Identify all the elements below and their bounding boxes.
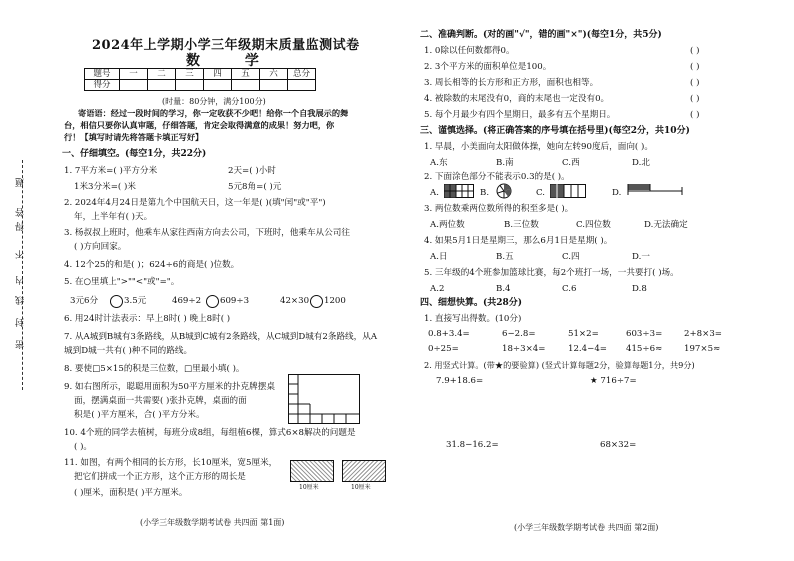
margin-label: 得 bbox=[16, 222, 26, 231]
section-heading: 四、细想快算。(共28分) bbox=[420, 298, 523, 308]
section-heading: 一、仔细填空。(每空1分，共22分) bbox=[62, 149, 207, 159]
subject-title: 数 学 bbox=[186, 53, 279, 69]
question-text: 把它们拼成一个正方形，这个正方形的周长是 bbox=[74, 472, 246, 482]
question-text: 积是( )平方厘米，合( )平方分米。 bbox=[74, 410, 205, 420]
question-text: 城到D城一共有( )种不同的路线。 bbox=[64, 346, 193, 356]
score-header-cell: 三 bbox=[176, 69, 204, 80]
margin-label: 密 bbox=[16, 340, 26, 349]
question-text: 1. 7平方米=( )平方分米 bbox=[64, 166, 158, 176]
choice-question: 1. 早晨，小美面向太阳做体操，她向左转90度后，面向( )。 bbox=[424, 142, 653, 152]
page-title: 2024年上学期小学三年级期末质量监测试卷 bbox=[92, 38, 360, 53]
score-header-cell: 二 bbox=[148, 69, 176, 80]
binding-line bbox=[22, 160, 23, 390]
compare-left: 3元6分 bbox=[70, 296, 99, 306]
score-header-cell: 四 bbox=[204, 69, 232, 80]
score-cell[interactable] bbox=[120, 80, 148, 91]
score-cell[interactable] bbox=[260, 80, 288, 91]
question-text: 5元8角=( )元 bbox=[228, 182, 282, 192]
compare-circle[interactable] bbox=[206, 295, 219, 308]
calc-instruction: 1. 直接写出得数。(10分) bbox=[424, 314, 522, 324]
judge-answer[interactable]: ( ) bbox=[690, 46, 700, 56]
choice-option: A.两位数 bbox=[430, 220, 465, 230]
choice-option: D. bbox=[612, 188, 622, 198]
margin-label: 封 bbox=[16, 318, 26, 327]
bar-fraction-figure bbox=[550, 184, 586, 198]
mental-math-item: 51×2= bbox=[568, 329, 599, 339]
score-cell[interactable] bbox=[204, 80, 232, 91]
choice-option: B.南 bbox=[496, 158, 514, 168]
rectangle-label: 10厘米 bbox=[351, 484, 371, 491]
choice-question: 2. 下面涂色部分不能表示0.3的是( )。 bbox=[424, 172, 570, 182]
choice-option: A.东 bbox=[430, 158, 448, 168]
card-table-figure bbox=[288, 374, 360, 424]
rectangle-figure bbox=[290, 460, 334, 482]
question-text: 2天=( )小时 bbox=[228, 166, 276, 176]
choice-option: C.四 bbox=[562, 252, 580, 262]
vertical-calc-item: 68×32= bbox=[600, 440, 637, 450]
section-heading: 三、谨慎选择。(将正确答案的序号填在括号里)(每空2分，共10分) bbox=[420, 126, 690, 136]
choice-option: A. bbox=[430, 188, 439, 198]
compare-right: 1200 bbox=[324, 296, 346, 306]
question-text: 1米3分米=( )米 bbox=[74, 182, 136, 192]
judge-item: 3. 周长相等的长方形和正方形，面积也相等。 bbox=[424, 78, 599, 88]
mental-math-item: 603÷3= bbox=[626, 329, 663, 339]
vertical-calc-item: ★ 716÷7= bbox=[590, 376, 637, 386]
question-text: ( )。 bbox=[74, 442, 93, 452]
margin-label: 答 bbox=[16, 208, 26, 217]
question-text: ( )厘米，面积是( )平方厘米。 bbox=[74, 488, 188, 498]
choice-option: D.一 bbox=[632, 252, 650, 262]
choice-option: B.4 bbox=[496, 284, 511, 294]
score-header-cell: 五 bbox=[232, 69, 260, 80]
choice-option: D.无法确定 bbox=[644, 220, 688, 230]
grid-fraction-figure bbox=[444, 184, 474, 198]
question-text: 10. 4个班的同学去植树，每班分成8组，每组植6棵，算式6×8解决的问题是 bbox=[64, 428, 356, 438]
judge-item: 2. 3个平方米的面积单位是100。 bbox=[424, 62, 552, 72]
time-note: (时量：80分钟，满分100分) bbox=[162, 97, 266, 106]
choice-option: B. bbox=[480, 188, 490, 198]
mental-math-item: 18÷3×4= bbox=[502, 344, 546, 354]
question-text: 2. 2024年4月24日是第九个中国航天日，这一年是( )(填"闰"或"平") bbox=[64, 198, 326, 208]
choice-option: B.三位数 bbox=[504, 220, 539, 230]
compare-circle[interactable] bbox=[110, 295, 123, 308]
question-text: 6. 用24时计法表示：早上8时( ) 晚上8时( ) bbox=[64, 314, 231, 324]
score-header-cell: 一 bbox=[120, 69, 148, 80]
score-header-cell: 总分 bbox=[288, 69, 316, 80]
score-header-cell: 六 bbox=[260, 69, 288, 80]
choice-option: D.北 bbox=[632, 158, 650, 168]
score-row-label: 得分 bbox=[85, 80, 120, 91]
question-text: 5. 在○里填上">""<"或"="。 bbox=[64, 277, 180, 287]
judge-answer[interactable]: ( ) bbox=[690, 110, 700, 120]
question-text: 面，摆满桌面一共需要( )张扑克牌，桌面的面 bbox=[74, 396, 247, 406]
mental-math-item: 6−2.8= bbox=[502, 329, 536, 339]
score-cell[interactable] bbox=[288, 80, 316, 91]
mental-math-item: 415÷6≈ bbox=[626, 344, 663, 354]
mental-math-item: 0÷25= bbox=[428, 344, 459, 354]
circle-fraction-figure bbox=[496, 183, 512, 199]
choice-option: C. bbox=[536, 188, 546, 198]
message-line: 台，相信只要你认真审题，仔细答题，肯定会取得满意的成果！努力吧，你 bbox=[64, 120, 335, 130]
mental-math-item: 197×5≈ bbox=[684, 344, 721, 354]
score-cell[interactable] bbox=[232, 80, 260, 91]
judge-answer[interactable]: ( ) bbox=[690, 94, 700, 104]
vertical-calc-item: 7.9+18.6= bbox=[436, 376, 484, 386]
judge-item: 4. 被除数的末尾没有0，商的末尾也一定没有0。 bbox=[424, 94, 610, 104]
choice-question: 3. 两位数乘两位数所得的积至多是( )。 bbox=[424, 204, 574, 214]
choice-option: A.日 bbox=[430, 252, 448, 262]
judge-item: 5. 每个月最少有四个星期日，最多有五个星期日。 bbox=[424, 110, 616, 120]
margin-label: 不 bbox=[16, 250, 26, 259]
rectangle-label: 10厘米 bbox=[299, 484, 319, 491]
question-text: 11. 如图，有两个相同的长方形，长10厘米，宽5厘米， bbox=[64, 458, 278, 468]
choice-option: C.四位数 bbox=[576, 220, 611, 230]
score-cell[interactable] bbox=[148, 80, 176, 91]
choice-option: A.2 bbox=[430, 284, 445, 294]
mental-math-item: 2+8×3= bbox=[684, 329, 723, 339]
margin-label: 内 bbox=[16, 276, 26, 285]
choice-option: B.五 bbox=[496, 252, 514, 262]
question-text: 4. 12个25的和是( )；624÷6的商是( )位数。 bbox=[64, 260, 240, 270]
question-text: 年，上半年有( )天。 bbox=[74, 212, 153, 222]
judge-answer[interactable]: ( ) bbox=[690, 62, 700, 72]
score-table bbox=[84, 68, 316, 91]
compare-right: 609÷3 bbox=[220, 296, 250, 306]
vertical-calc-item: 31.8−16.2= bbox=[446, 440, 499, 450]
page-footer: (小学三年级数学期考试卷 共四面 第2面) bbox=[514, 523, 659, 532]
question-text: 7. 从A城到B城有3条路线，从B城到C城有2条路线，从C城到D城有2条路线，从A bbox=[64, 332, 378, 342]
choice-option: C.6 bbox=[562, 284, 577, 294]
margin-label: 题 bbox=[16, 178, 26, 187]
judge-item: 1. 0除以任何数都得0。 bbox=[424, 46, 515, 56]
calc-instruction: 2. 用竖式计算。(带★的要验算) (竖式计算每题2分，验算每题1分，共9分) bbox=[424, 360, 695, 370]
choice-option: D.8 bbox=[632, 284, 647, 294]
compare-right: 3.5元 bbox=[124, 296, 147, 306]
question-text: 9. 如右图所示，聪聪用面积为50平方厘米的扑克牌摆桌 bbox=[64, 382, 275, 392]
score-cell[interactable] bbox=[176, 80, 204, 91]
compare-left: 469÷2 bbox=[172, 296, 202, 306]
message-line: 行！【填写时请先将答题卡填正写好】 bbox=[64, 132, 204, 142]
judge-answer[interactable]: ( ) bbox=[690, 78, 700, 88]
question-text: 8. 要使□5×15的积是三位数，□里最小填( )。 bbox=[64, 364, 245, 374]
score-header-cell: 题号 bbox=[85, 69, 120, 80]
question-text: 3. 杨叔叔上班时，他乘车从家往西南方向去公司，下班时，他乘车从公司往 bbox=[64, 228, 350, 238]
mental-math-item: 0.8+3.4= bbox=[428, 329, 470, 339]
compare-circle[interactable] bbox=[310, 295, 323, 308]
choice-question: 4. 如果5月1日是星期三，那么6月1日是星期( )。 bbox=[424, 236, 613, 246]
number-line-figure bbox=[626, 183, 686, 197]
choice-question: 5. 三年级的4个班参加篮球比赛，每2个班打一场，一共要打( )场。 bbox=[424, 268, 679, 278]
question-text: ( )方向回家。 bbox=[74, 242, 127, 252]
section-heading: 二、准确判断。(对的画"√"，错的画"×")(每空1分，共5分) bbox=[420, 30, 662, 40]
choice-option: C.西 bbox=[562, 158, 580, 168]
rectangle-figure bbox=[342, 460, 386, 482]
message-line: 寄语语：经过一段时间的学习，你一定收获不少吧！给你一个自我展示的舞 bbox=[78, 108, 349, 118]
margin-label: 线 bbox=[16, 296, 26, 305]
mental-math-item: 12.4−4= bbox=[568, 344, 608, 354]
compare-left: 42×30 bbox=[280, 296, 310, 306]
page-footer: (小学三年级数学期考试卷 共四面 第1面) bbox=[140, 518, 285, 527]
